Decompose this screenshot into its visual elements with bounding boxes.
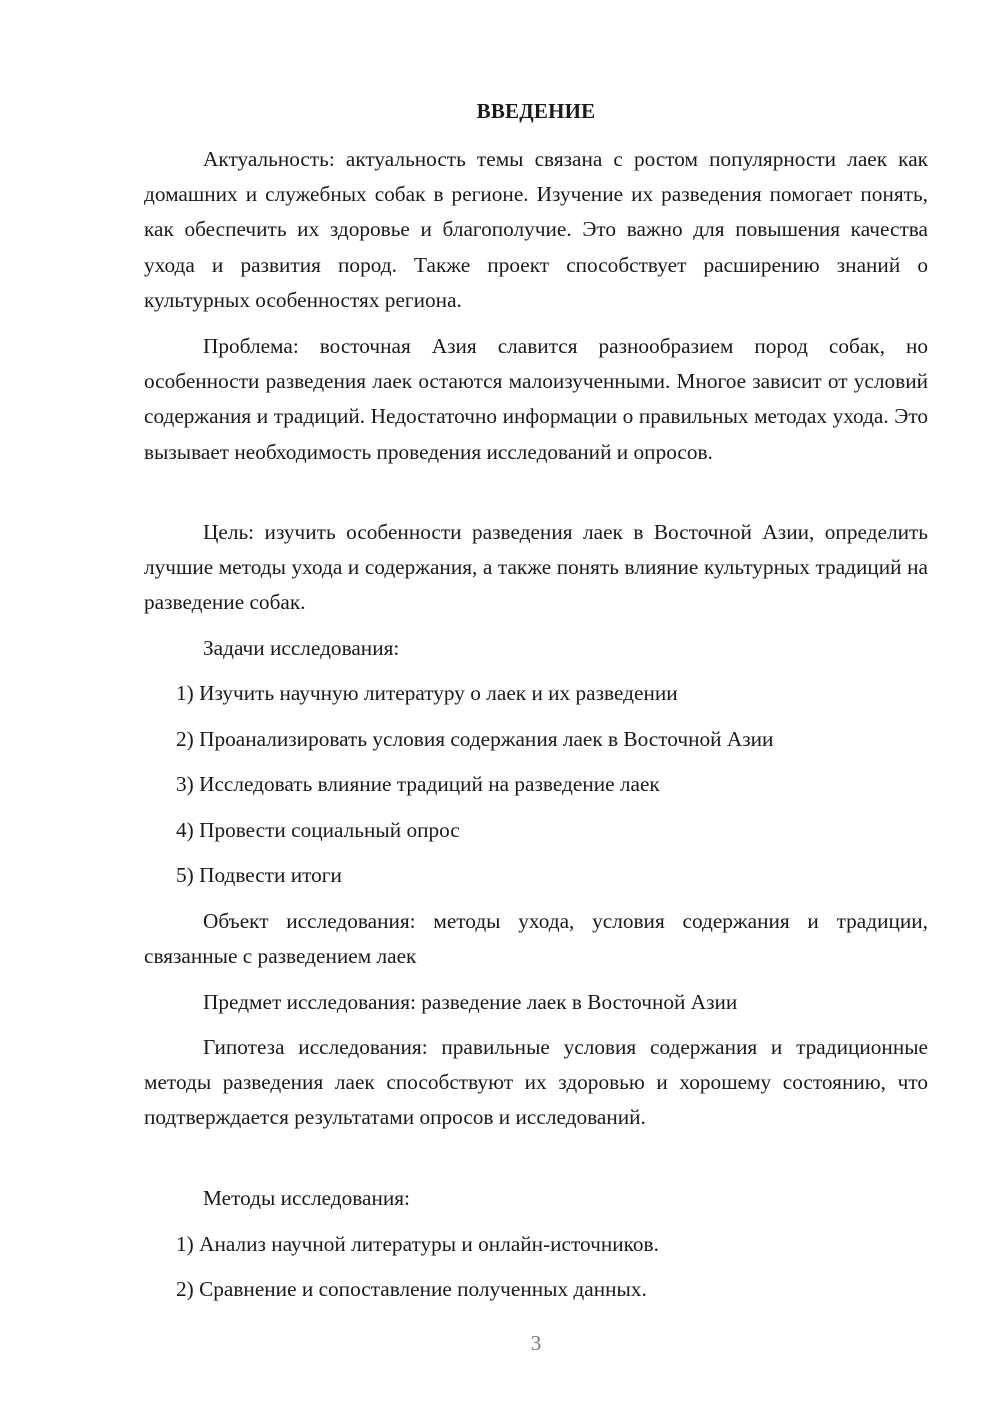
hypothesis-paragraph: Гипотеза исследования: правильные условия содержания и традиционные методы разведения лаек способствуют их здоровью и хорошему состоянию, что подтверждается результатами опросов и исследований. <box>144 1035 928 1130</box>
task-item: 1) Изучить научную литературу о лаек и их разведении <box>176 681 678 705</box>
relevance-paragraph: Актуальность: актуальность темы связана с ростом популярности лаек как домашних и служебных собак в регионе. Изучение их разведения помогает понять, как обеспечить их здоровье и благополучие. Это важно для повышения качества ухода и развития пород. Также проект способствует расширению знаний о культурных особенностях региона. <box>144 147 928 312</box>
subject-paragraph: Предмет исследования: разведение лаек в Восточной Азии <box>203 990 738 1014</box>
page-number: 3 <box>530 1331 542 1355</box>
task-item: 3) Исследовать влияние традиций на разведение лаек <box>176 772 660 796</box>
object-paragraph: Объект исследования: методы ухода, условия содержания и традиции, связанные с разведением лаек <box>144 909 928 969</box>
task-item: 4) Провести социальный опрос <box>176 818 460 842</box>
tasks-heading: Задачи исследования: <box>203 636 400 660</box>
goal-paragraph: Цель: изучить особенности разведения лаек в Восточной Азии, определить лучшие методы ухода и содержания, а также понять влияние культурных традиций на разведение собак. <box>144 520 928 615</box>
method-item: 2) Сравнение и сопоставление полученных данных. <box>176 1277 647 1301</box>
task-item: 2) Проанализировать условия содержания лаек в Восточной Азии <box>176 727 774 751</box>
task-item: 5) Подвести итоги <box>176 863 342 887</box>
page-title: ВВЕДЕНИЕ <box>476 99 596 123</box>
method-item: 1) Анализ научной литературы и онлайн-источников. <box>176 1232 659 1256</box>
methods-heading: Методы исследования: <box>203 1186 410 1210</box>
problem-paragraph: Проблема: восточная Азия славится разнообразием пород собак, но особенности разведения лаек остаются малоизученными. Многое зависит от условий содержания и традиций. Недостаточно информации о правильных методах ухода. Это вызывает необходимость проведения исследований и опросов. <box>144 334 928 464</box>
